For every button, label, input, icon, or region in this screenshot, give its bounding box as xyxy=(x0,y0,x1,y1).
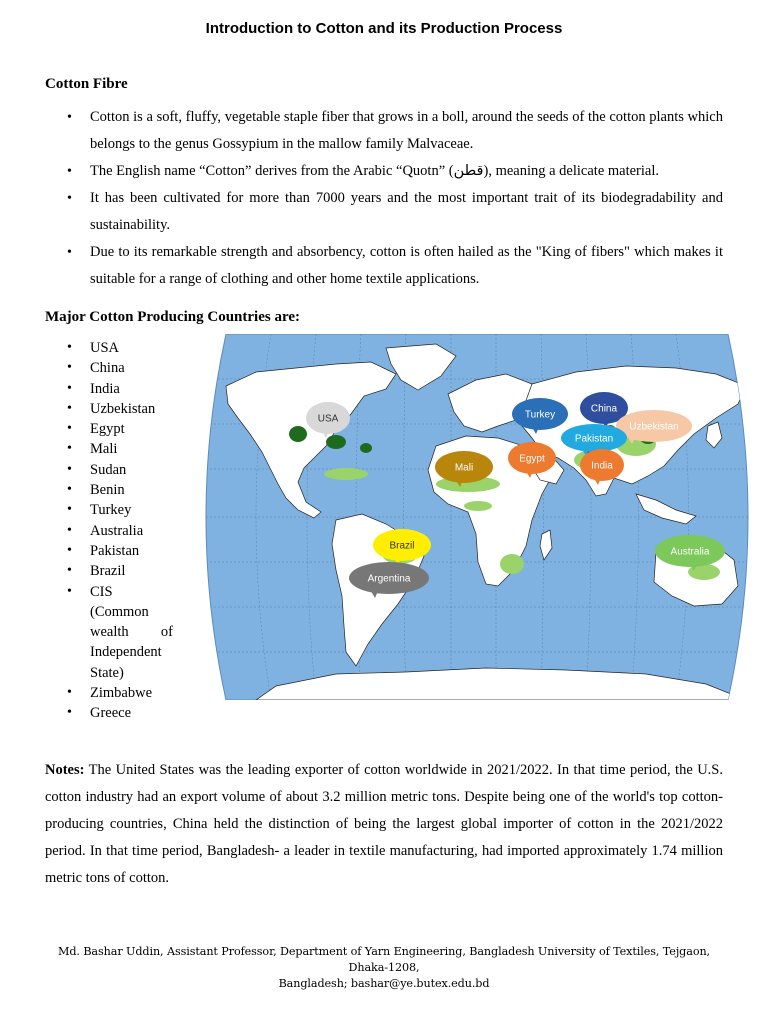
cotton-fibre-heading: Cotton Fibre xyxy=(45,76,128,92)
bullet-item: • The English name “Cotton” derives from the Arabic “Quotn” (قطن), meaning a delicate material. xyxy=(45,158,723,185)
callout-label-argentina: Argentina xyxy=(367,573,411,585)
callout-label-brazil: Brazil xyxy=(389,540,415,552)
producing-countries-heading: Major Cotton Producing Countries are: xyxy=(45,309,300,325)
callout-label-egypt: Egypt xyxy=(519,453,545,465)
world-cotton-map xyxy=(186,334,768,700)
callout-label-uzbekistan: Uzbekistan xyxy=(629,421,679,433)
notes-label: Notes: xyxy=(45,762,85,778)
footer-author-line: Md. Bashar Uddin, Assistant Professor, Department of Yarn Engineering, Bangladesh University of Textiles, Tejgaon, Dhaka-1208, xyxy=(57,945,711,974)
bullet-item: • Due to its remarkable strength and absorbency, cotton is often hailed as the "King of fibers" which makes it suitable for a range of clothing and other home textile applications. xyxy=(45,239,723,293)
country-item: • Egypt xyxy=(45,419,173,439)
country-item: • Australia xyxy=(45,521,173,541)
callout-label-australia: Australia xyxy=(670,546,710,558)
callout-label-turkey: Turkey xyxy=(524,409,556,421)
cis-label: • CIS (Common wealth of Independent State) xyxy=(90,583,173,681)
country-item: • China xyxy=(45,358,173,378)
world-map-svg xyxy=(186,334,768,700)
country-item: • Turkey xyxy=(45,500,173,520)
country-item: • Mali xyxy=(45,439,173,459)
notes-text: The United States was the leading exporter of cotton worldwide in 2021/2022. In that time period, the U.S. cotton industry had an export volume of about 3.2 million metric tons. Despite being one of the world's top cotton-producing countries, China held the distinction of being the largest global importer of cotton in the 2021/2022 period. In that time period, Bangladesh- a leader in textile manufacturing, had imported approximately 1.74 million metric tons of cotton. xyxy=(45,762,723,886)
country-item: • Uzbekistan xyxy=(45,399,173,419)
new-zealand xyxy=(748,600,760,630)
notes-paragraph xyxy=(45,757,723,892)
country-item: • Sudan xyxy=(45,460,173,480)
country-item: • Brazil xyxy=(45,561,173,581)
callout-label-usa: USA xyxy=(317,413,339,425)
callout-label-mali: Mali xyxy=(454,462,474,474)
callout-label-pakistan: Pakistan xyxy=(574,433,614,445)
country-item: • India xyxy=(45,379,173,399)
footer xyxy=(40,944,728,992)
country-item: • Benin xyxy=(45,480,173,500)
callout-label-india: India xyxy=(591,460,613,472)
page-title: Introduction to Cotton and its Production Process xyxy=(205,20,563,37)
cotton-fibre-bullet-list xyxy=(45,104,723,293)
country-item: • Pakistan xyxy=(45,541,173,561)
country-item: • Zimbabwe xyxy=(45,683,173,703)
country-item-cis xyxy=(45,582,173,683)
callout-label-china: China xyxy=(590,403,618,415)
country-item: • Greece xyxy=(45,703,173,723)
bullet-item: • Cotton is a soft, fluffy, vegetable staple fiber that grows in a boll, around the seeds of the cotton plants which belongs to the genus Gossypium in the mallow family Malvaceae. xyxy=(45,104,723,158)
bullet-item: • It has been cultivated for more than 7000 years and the most important trait of its biodegradability and sustainability. xyxy=(45,185,723,239)
footer-address-line: Bangladesh; bashar@ye.butex.edu.bd xyxy=(278,977,490,990)
country-list xyxy=(45,338,173,724)
country-item: • USA xyxy=(45,338,173,358)
